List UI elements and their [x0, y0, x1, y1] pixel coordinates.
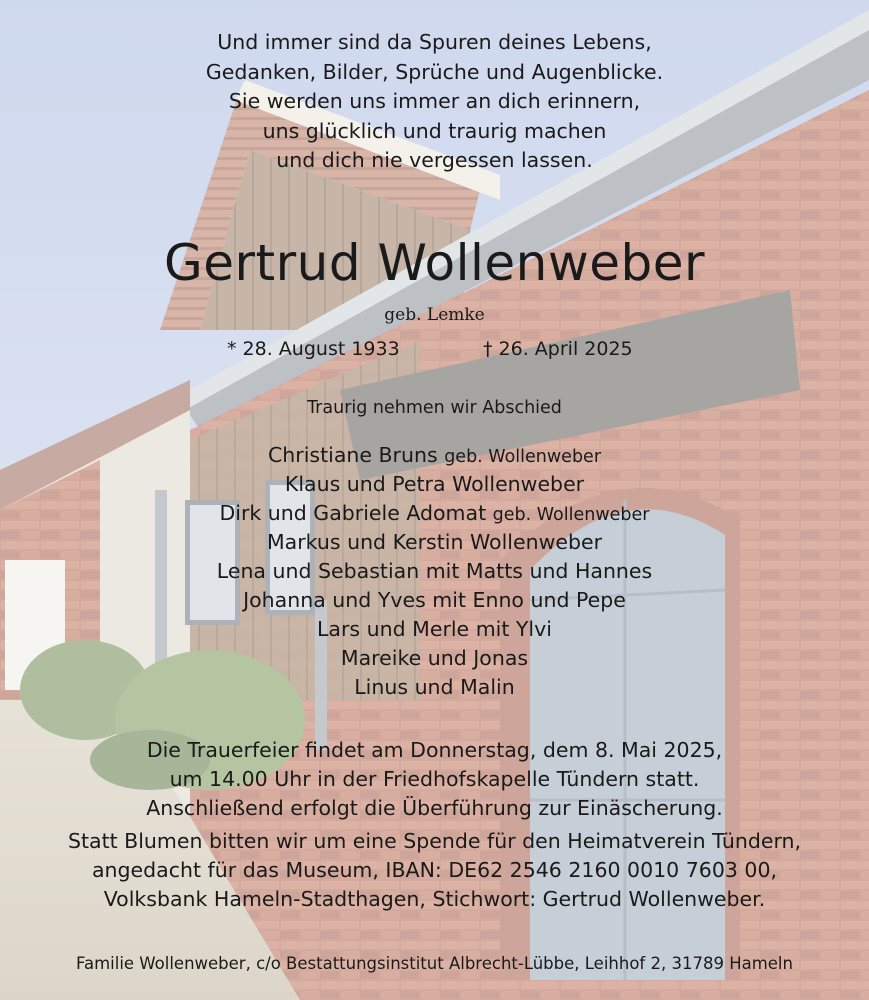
mourner-name: Johanna und Yves mit Enno und Pepe: [243, 588, 626, 612]
donation-request: [0, 827, 869, 914]
mourner-entry: [0, 441, 869, 470]
mourner-entry: [0, 499, 869, 528]
poem-line: uns glücklich und traurig machen: [262, 118, 607, 143]
poem-line: Sie werden uns immer an dich erinnern,: [228, 89, 641, 113]
donation-line: Volksbank Hameln-Stadthagen, Stichwort: Gertrud Wollenweber.: [103, 887, 766, 911]
mourner-nee: geb. Wollenweber: [444, 447, 602, 467]
service-line: um 14.00 Uhr in der Friedhofskapelle Tündern statt.: [169, 767, 700, 791]
mourner-name: Christiane Bruns: [267, 443, 438, 467]
poem-line: Und immer sind da Spuren deines Lebens,: [217, 30, 652, 54]
mourner-name: Linus und Malin: [354, 675, 515, 699]
mourner-entry: [0, 644, 869, 673]
funeral-service-info: [0, 736, 869, 823]
mourner-entry: [0, 586, 869, 615]
family-contact-footer: Familie Wollenweber, c/o Bestattungsinstitut Albrecht-Lübbe, Leihhof 2, 31789 Hameln: [76, 954, 793, 973]
birth-date: * 28. August 1933: [227, 338, 400, 360]
death-date: † 26. April 2025: [483, 338, 633, 360]
mourner-nee: geb. Wollenweber: [492, 505, 650, 525]
poem-line: Gedanken, Bilder, Sprüche und Augenblicke.: [205, 59, 664, 84]
mourner-name: Lars und Merle mit Ylvi: [317, 617, 552, 641]
mourner-entry: [0, 673, 869, 702]
mourner-name: Mareike und Jonas: [340, 646, 529, 670]
mourner-name: Dirk und Gabriele Adomat: [219, 501, 487, 525]
mourner-name: Markus und Kerstin Wollenweber: [266, 530, 603, 554]
mourner-name: Lena und Sebastian mit Matts und Hannes: [216, 559, 653, 583]
donation-line: angedacht für das Museum, IBAN: DE62 2546 2160 0010 7603 00,: [91, 858, 778, 882]
mourner-entry: [0, 470, 869, 499]
farewell-line: Traurig nehmen wir Abschied: [307, 398, 562, 418]
memorial-poem: [0, 28, 869, 176]
mourner-name: Klaus und Petra Wollenweber: [284, 472, 585, 496]
donation-line: Statt Blumen bitten wir um eine Spende für den Heimatverein Tündern,: [67, 829, 802, 853]
mourners-list: [0, 441, 869, 702]
service-line: Anschließend erfolgt die Überführung zur Einäscherung.: [146, 796, 723, 820]
service-line: Die Trauerfeier findet am Donnerstag, dem 8. Mai 2025,: [146, 738, 723, 762]
deceased-name: Gertrud Wollenweber: [163, 234, 706, 292]
mourner-entry: [0, 615, 869, 644]
maiden-name: geb. Lemke: [384, 305, 485, 325]
poem-line: und dich nie vergessen lassen.: [276, 148, 593, 172]
mourner-entry: [0, 528, 869, 557]
mourner-entry: [0, 557, 869, 586]
